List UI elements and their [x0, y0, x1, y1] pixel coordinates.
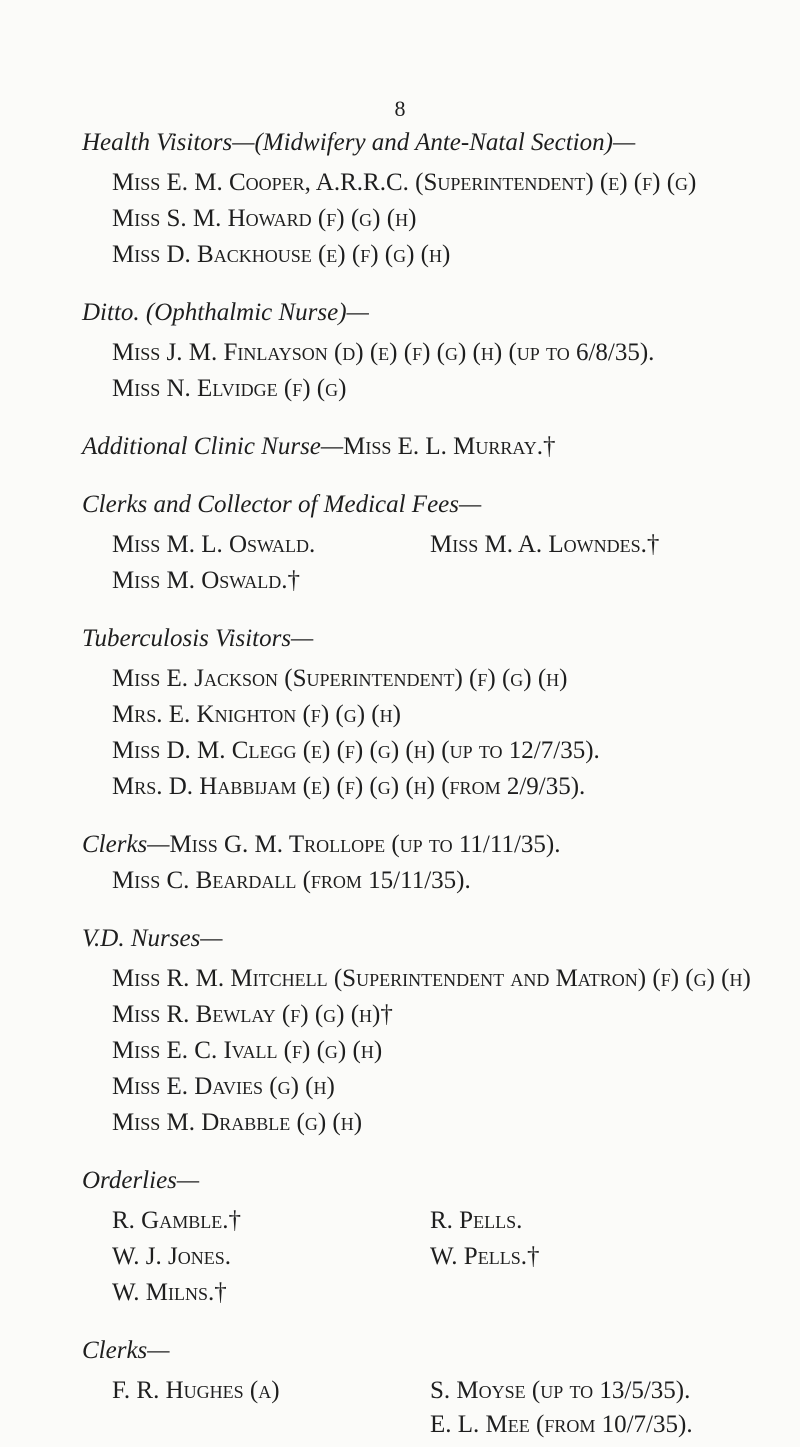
staff-line: E. L. Mee (from 10/7/35).	[430, 1411, 693, 1438]
staff-line: Mrs. D. Habbijam (e) (f) (g) (h) (from 2/9/35).	[112, 773, 586, 800]
staff-line: Mrs. E. Knighton (f) (g) (h)	[112, 701, 401, 728]
staff-line: Miss M. Drabble (g) (h)	[112, 1109, 363, 1136]
staff-line: R. Pells.	[430, 1207, 523, 1234]
staff-line: Miss M. Oswald.†	[112, 567, 301, 594]
section-heading-health-visitors: Health Visitors—(Midwifery and Ante-Natal Section)—	[82, 129, 636, 156]
section-heading-orderlies: Orderlies—	[82, 1167, 200, 1194]
staff-line: Miss D. Backhouse (e) (f) (g) (h)	[112, 241, 451, 268]
staff-line: Miss S. M. Howard (f) (g) (h)	[112, 205, 417, 232]
staff-line: Miss J. M. Finlayson (d) (e) (f) (g) (h) (up to 6/8/35).	[112, 339, 655, 366]
staff-line: Miss M. A. Lowndes.†	[430, 531, 660, 558]
staff-line: Miss N. Elvidge (f) (g)	[112, 375, 347, 402]
staff-name: Miss G. M. Trollope (up to 11/11/35).	[169, 831, 561, 858]
staff-line: W. Milns.†	[112, 1279, 227, 1306]
additional-clinic-nurse-line	[82, 432, 556, 462]
staff-line: Miss D. M. Clegg (e) (f) (g) (h) (up to 12/7/35).	[112, 737, 600, 764]
staff-line: Miss R. M. Mitchell (Superintendent and Matron) (f) (g) (h)	[112, 965, 751, 992]
staff-line: W. Pells.†	[430, 1243, 540, 1270]
section-heading-additional-clinic-nurse: Additional Clinic Nurse—	[82, 433, 344, 460]
staff-line: R. Gamble.†	[112, 1207, 241, 1234]
staff-line: Miss E. M. Cooper, A.R.R.C. (Superintendent) (e) (f) (g)	[112, 169, 697, 196]
staff-line: S. Moyse (up to 13/5/35).	[430, 1377, 691, 1404]
staff-line: Miss M. L. Oswald.	[112, 531, 316, 558]
section-heading-ophthalmic-nurse: Ditto. (Ophthalmic Nurse)—	[82, 299, 369, 326]
section-heading-clerks-vd: Clerks—	[82, 1337, 170, 1364]
section-heading-tuberculosis-visitors: Tuberculosis Visitors—	[82, 625, 314, 652]
clerks-tb-line	[82, 830, 560, 860]
staff-line: Miss E. C. Ivall (f) (g) (h)	[112, 1037, 383, 1064]
staff-line: F. R. Hughes (a)	[112, 1377, 280, 1404]
staff-line: Miss E. Davies (g) (h)	[112, 1073, 335, 1100]
section-heading-clerks-tb: Clerks—	[82, 831, 170, 858]
page-number: 8	[394, 96, 406, 121]
staff-line: Miss R. Bewlay (f) (g) (h)†	[112, 1001, 393, 1028]
section-heading-vd-nurses: V.D. Nurses—	[82, 925, 223, 952]
staff-name: Miss E. L. Murray.†	[343, 433, 556, 460]
section-heading-clerks-collector: Clerks and Collector of Medical Fees—	[82, 491, 482, 518]
staff-line: Miss C. Beardall (from 15/11/35).	[112, 867, 471, 894]
staff-line: W. J. Jones.	[112, 1243, 232, 1270]
staff-line: Miss E. Jackson (Superintendent) (f) (g) (h)	[112, 665, 568, 692]
